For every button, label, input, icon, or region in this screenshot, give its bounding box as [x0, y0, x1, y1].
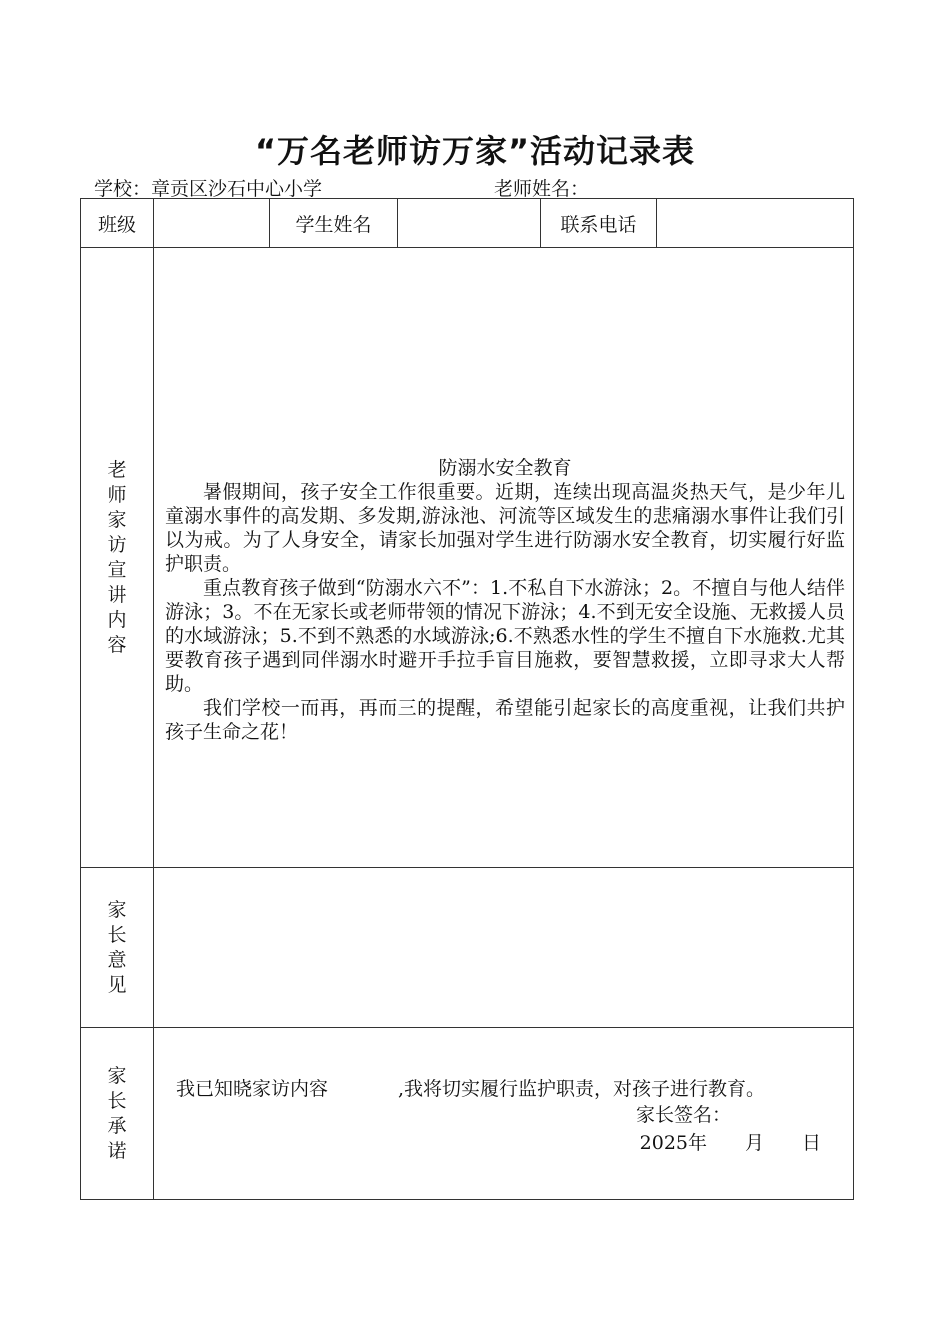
student-name-label: 学生姓名 [270, 199, 398, 248]
page-title: “万名老师访万家”活动记录表 [254, 132, 696, 170]
content-paragraph: 重点教育孩子做到“防溺水六不”：1.不私自下水游泳；2。不擅自与他人结伴游泳；3。不在无家长或老师带领的情况下游泳；4.不到无安全设施、无救援人员的水域游泳；5.不到不熟悉的水域游泳;6.不熟悉水性的学生不擅自下水施救.尤其要教育孩子遇到同伴溺水时避开手拉手盲目施救，要智慧救援，立即寻求大人帮助。 [165, 577, 845, 695]
parent-opinion-label: 家长意见 [107, 898, 127, 996]
parent-opinion-label-cell [81, 868, 154, 1028]
commit-statement [154, 1074, 853, 1101]
content-paragraph: 我们学校一而再，再而三的提醒，希望能引起家长的高度重视，让我们共护孩子生命之花！ [165, 697, 845, 743]
parent-commit-label: 家长承诺 [107, 1064, 127, 1162]
phone-value[interactable] [657, 199, 854, 248]
parent-signature[interactable]: 家长签名： [635, 1104, 731, 1126]
student-name-value[interactable] [398, 199, 541, 248]
school-field: 学校：章贡区沙石中心小学 [94, 178, 323, 200]
parent-opinion-value[interactable] [154, 868, 854, 1028]
class-label: 班级 [81, 199, 154, 248]
visit-content-label: 老师家访宣讲内容 [107, 458, 127, 656]
commit-text-after: ,我将切实履行监护职责，对孩子进行教育。 [398, 1078, 766, 1100]
phone-label: 联系电话 [541, 199, 657, 248]
commit-text-before: 我已知晓家访内容 [176, 1078, 329, 1100]
parent-commit-label-cell [81, 1028, 154, 1200]
record-table [80, 198, 854, 1200]
parent-commit-cell [154, 1028, 854, 1200]
class-value[interactable] [154, 199, 270, 248]
visit-content-label-cell [81, 248, 154, 868]
commit-date[interactable]: 2025年 月 日 [639, 1132, 821, 1154]
content-title: 防溺水安全教育 [438, 457, 572, 479]
visit-content-cell [154, 248, 854, 868]
visit-content [165, 248, 845, 744]
content-paragraph: 暑假期间，孩子安全工作很重要。近期，连续出现高温炎热天气，是少年儿童溺水事件的高发期、多发期,游泳池、河流等区域发生的悲痛溺水事件让我们引以为戒。为了人身安全，请家长加强对学生进行防溺水安全教育，切实履行好监护职责。 [165, 481, 845, 575]
teacher-name-field: 老师姓名： [494, 178, 590, 200]
